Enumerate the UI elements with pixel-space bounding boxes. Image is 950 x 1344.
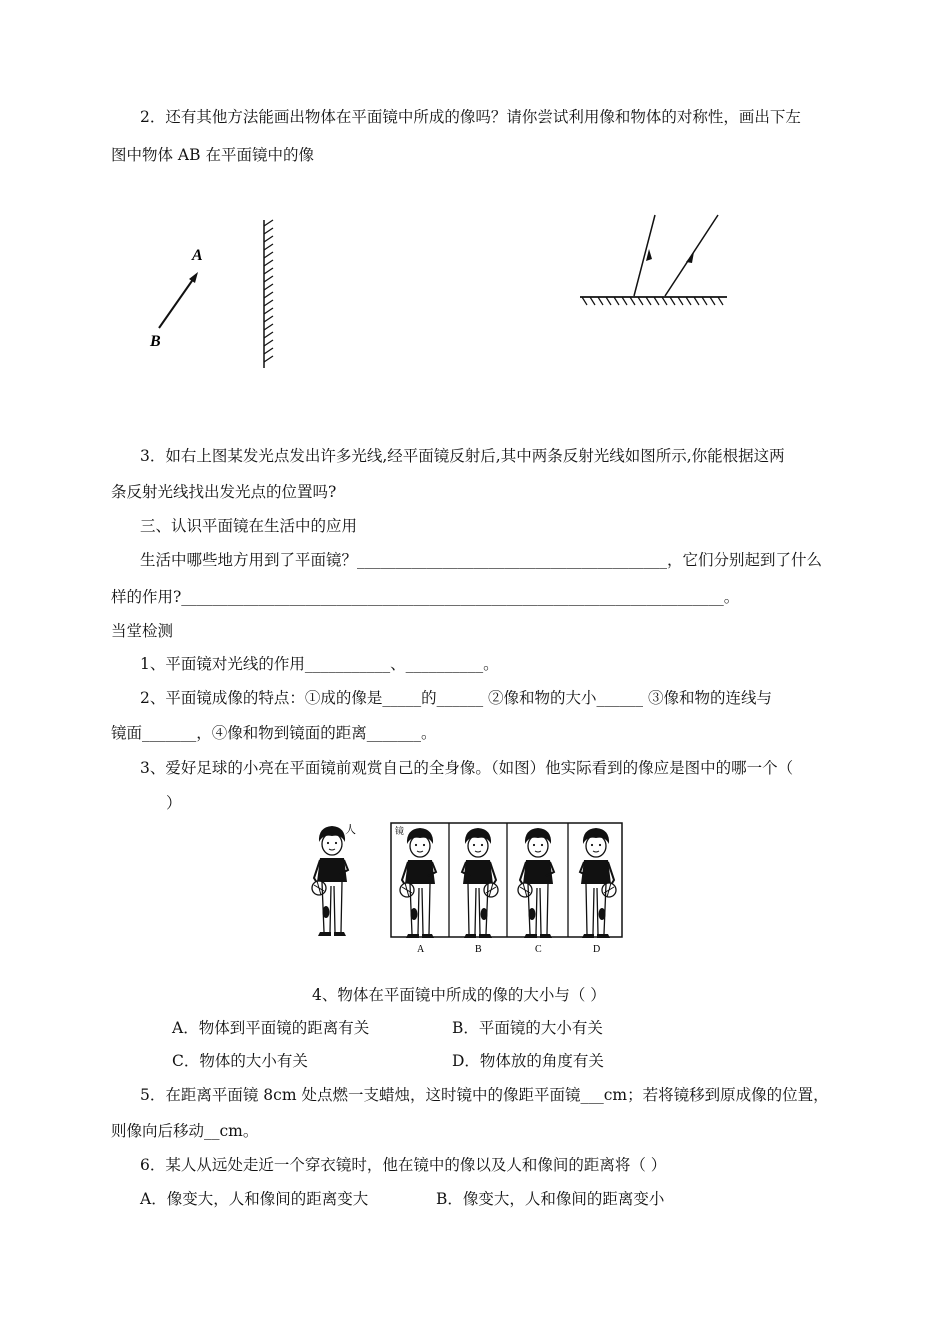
option-c-label: C <box>535 944 542 955</box>
q6-option-b: B．像变大，人和像间的距离变小 <box>436 1190 665 1208</box>
mirror-vertical <box>264 220 273 368</box>
check-q2-line2: 镜面_______，④像和物到镜面的距离_______。 <box>111 724 437 742</box>
section3-heading: 三、认识平面镜在生活中的应用 <box>140 517 358 535</box>
q3-line2: 条反射光线找出发光点的位置吗? <box>111 483 337 501</box>
label-b: B <box>150 333 161 350</box>
check-q1: 1、平面镜对光线的作用___________、__________。 <box>140 655 499 673</box>
person-label: 人 <box>345 824 356 836</box>
figure-object-ab-mirror <box>140 210 290 380</box>
person-figure <box>312 826 348 936</box>
section3-line2: 样的作用?______________________________________________________________________。 <box>111 588 740 606</box>
q4-option-c: C．物体的大小有关 <box>172 1052 308 1070</box>
check-q3-line2: ） <box>166 794 182 812</box>
object-arrow-ab <box>159 272 198 328</box>
option-d-figure <box>580 828 616 938</box>
q4-stem: 4、物体在平面镜中所成的像的大小与（ ） <box>312 986 606 1004</box>
q2-line2: 图中物体 AB 在平面镜中的像 <box>111 146 314 164</box>
check-heading: 当堂检测 <box>111 622 174 640</box>
q6-stem: 6．某人从远处走近一个穿衣镜时，他在镜中的像以及人和像间的距离将（ ） <box>140 1156 667 1174</box>
option-b-figure <box>462 828 498 938</box>
option-b-label: B <box>475 944 482 955</box>
q4-option-d: D．物体放的角度有关 <box>452 1052 604 1070</box>
check-q2-line1: 2、平面镜成像的特点：①成的像是_____的______ ②像和物的大小______ ③像和物的连线与 <box>140 689 772 707</box>
q3-line1: 3．如右上图某发光点发出许多光线,经平面镜反射后,其中两条反射光线如图所示,你能根据这两 <box>140 447 785 465</box>
mirror-label: 镜 <box>395 826 405 836</box>
option-d-label: D <box>593 944 601 955</box>
option-a-figure <box>400 828 436 938</box>
check-q3-line1: 3、爱好足球的小亮在平面镜前观赏自己的全身像。（如图）他实际看到的像应是图中的哪一个（ <box>140 759 794 777</box>
q2-line1: 2．还有其他方法能画出物体在平面镜中所成的像吗？请你尝试利用像和物体的对称性，画出下左 <box>140 108 801 126</box>
reflected-ray-1 <box>634 215 655 296</box>
figure-reflected-rays <box>570 205 740 310</box>
option-a-label: A <box>417 944 425 955</box>
q5-line2: 则像向后移动__cm。 <box>111 1122 259 1140</box>
option-c-figure <box>518 828 554 938</box>
label-a: A <box>192 247 203 264</box>
figure-mirror-images <box>300 818 630 958</box>
q6-option-a: A．像变大，人和像间的距离变大 <box>140 1190 369 1208</box>
mirror-horizontal <box>580 297 727 305</box>
section3-line1: 生活中哪些地方用到了平面镜？________________________________________，它们分别起到了什么 <box>140 551 823 569</box>
q4-option-b: B．平面镜的大小有关 <box>452 1019 603 1037</box>
q5-line1: 5．在距离平面镜 8cm 处点燃一支蜡烛，这时镜中的像距平面镜___cm；若将镜移到原成像的位置， <box>140 1086 829 1104</box>
reflected-ray-2 <box>665 215 718 296</box>
q4-option-a: A．物体到平面镜的距离有关 <box>172 1019 370 1037</box>
